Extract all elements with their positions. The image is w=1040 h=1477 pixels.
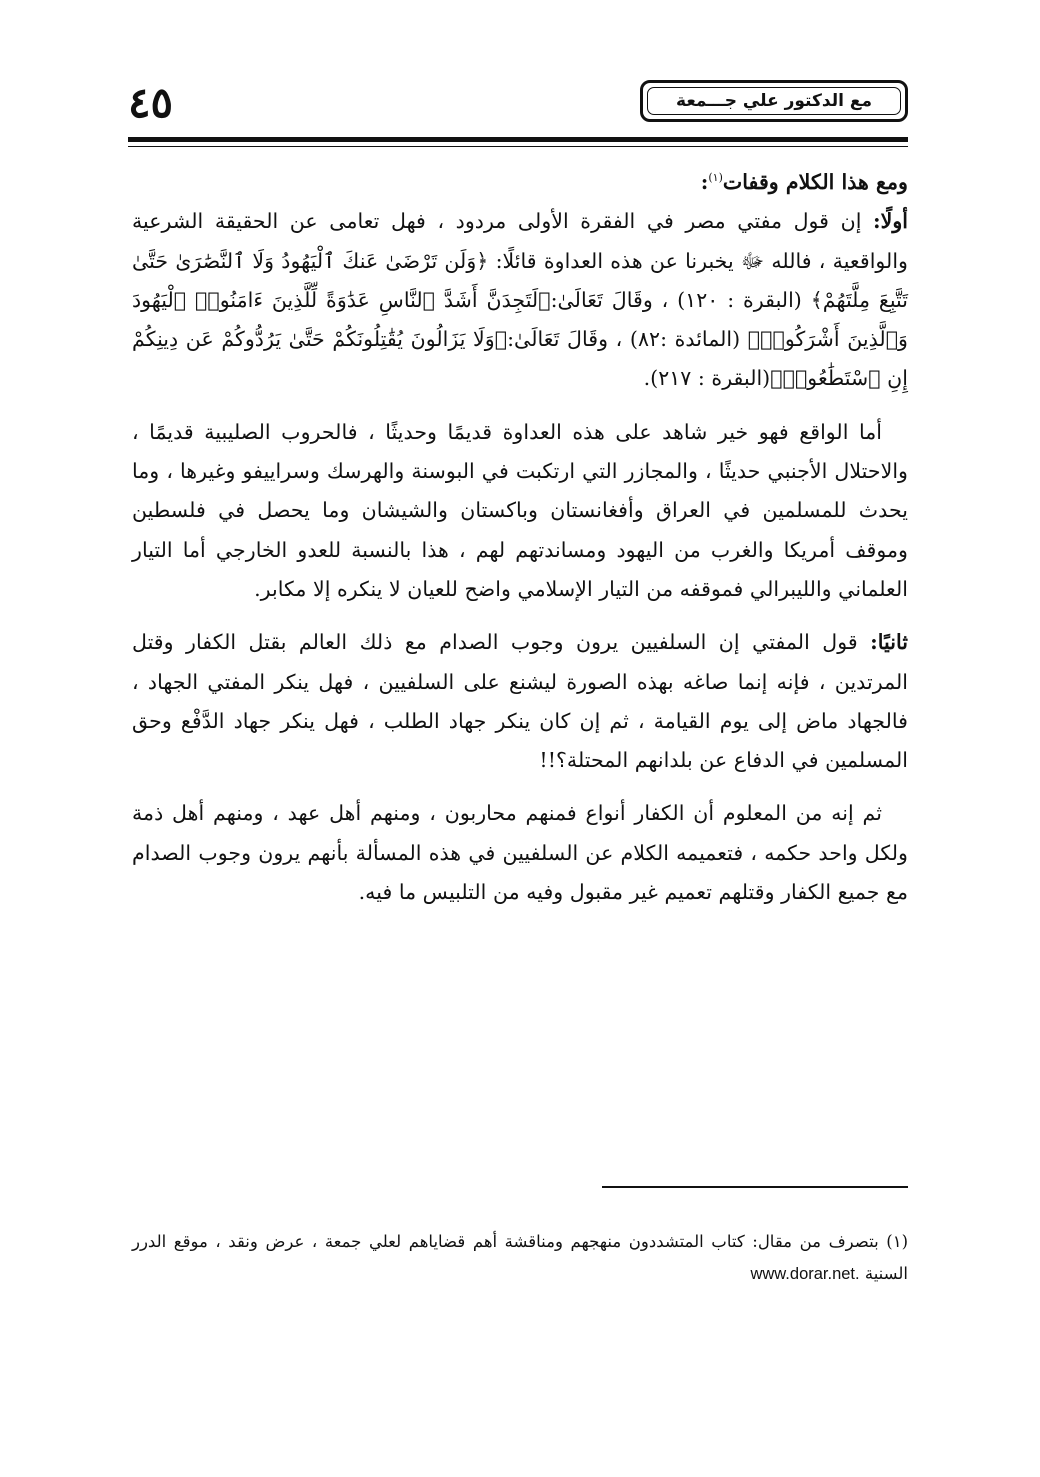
- second-label: ثانيًا:: [870, 630, 908, 655]
- quran-verse-3: ﴿وَلَا يَزَالُونَ يُقَٰتِلُونَكُمْ حَتَّىٰ يَرُدُّوكُمْ عَن دِينِكُمْ إِنِ ٱسْتَطَٰعُوا۟﴾: [132, 327, 908, 391]
- verse-ref-3: (البقرة : ٢١٧).: [643, 366, 771, 391]
- header-rule-thick: [128, 137, 908, 142]
- footnote-url[interactable]: www.dorar.net.: [750, 1265, 860, 1283]
- first-label: أولًا:: [872, 209, 908, 234]
- quran-verse-2: ﴿لَتَجِدَنَّ أَشَدَّ ٱلنَّاسِ عَدَٰوَةً لِّلَّذِينَ ءَامَنُوا۟ ٱلْيَهُودَ وَٱلَّذِينَ أَشْرَكُوا۟﴾: [132, 287, 909, 352]
- paragraph-first: [132, 202, 908, 398]
- main-text: [132, 163, 908, 912]
- header-rule-thin: [128, 146, 908, 147]
- running-title-text: مع الدكتور علي جـــمعة: [676, 91, 872, 111]
- verse-ref-2: (المائدة :٨٢) ، وقَالَ تَعَالَىٰ:: [507, 327, 748, 352]
- footnote-reference[interactable]: (١): [708, 171, 723, 185]
- page-number: ٤٥: [128, 78, 174, 127]
- quran-verse-1: ﴿وَلَن تَرْضَىٰ عَنكَ ٱلْيَهُودُ وَلَا ٱلنَّصَٰرَىٰ حَتَّىٰ تَتَّبِعَ مِلَّتَهُمْ﴾: [132, 248, 908, 312]
- second-text: قول المفتي إن السلفيين يرون وجوب الصدام مع ذلك العالم بقتل الكفار وقتل المرتدين ، فإنه إنما صاغه بهذه الصورة ليشنع على السلفيين ، فهل ينكر المفتي الجهاد ، فالجهاد ماض إلى يوم القيامة ، ثم إن كان ينكر جهاد الطلب ، فهل ينكر جهاد الدَّفْع وحق المسلمين في الدفاع عن بلدانهم المحتلة؟!!: [132, 630, 908, 773]
- footnote: [132, 1226, 908, 1290]
- running-title: [640, 80, 908, 122]
- intro-colon: :: [700, 170, 709, 194]
- footnote-body: [132, 1226, 908, 1290]
- paragraph-second: [132, 623, 908, 780]
- footnote-text: (١) بتصرف من مقال: كتاب المتشددون منهجهم ومناقشة أهم قضاياهم لعلي جمعة ، عرض ونقد ، موقع الدرر السنية: [132, 1232, 908, 1283]
- footnote-divider: [602, 1186, 908, 1188]
- first-text: إن قول مفتي مصر في الفقرة الأولى مردود ، فهل تعامى عن الحقيقة الشرعية والواقعية ، فالله ﷻ يخبرنا عن هذه العداوة قائلًا:: [132, 209, 908, 273]
- intro-text: ومع هذا الكلام وقفات: [722, 170, 908, 194]
- intro-line: [132, 163, 908, 202]
- paragraph-types: ثم إنه من المعلوم أن الكفار أنواع فمنهم محاربون ، ومنهم أهل عهد ، ومنهم أهل ذمة ولكل واحد حكمه ، فتعميمه الكلام عن السلفيين في هذه المسألة بأنهم يرون وجوب الصدام مع جميع الكفار وقتلهم تعميم غير مقبول وفيه من التلبيس ما فيه.: [132, 801, 908, 905]
- verse-ref-1: (البقرة : ١٢٠) ، وقَالَ تَعَالَىٰ:: [550, 287, 811, 312]
- paragraph-reality: أما الواقع فهو خير شاهد على هذه العداوة قديمًا وحديثًا ، فالحروب الصليبية قديمًا ، والاحتلال الأجنبي حديثًا ، والمجازر التي ارتكبت في البوسنة والهرسك وسراييفو وغيرها ، وما يحدث للمسلمين في العراق وأفغانستان وباكستان والشيشان وما يحصل في فلسطين وموقف أمريكا والغرب من اليهود ومساندتهم لهم ، هذا بالنسبة للعدو الخارجي أما التيار العلماني والليبرالي فموقفه من التيار الإسلامي واضح للعيان لا ينكره إلا مكابر.: [132, 419, 908, 601]
